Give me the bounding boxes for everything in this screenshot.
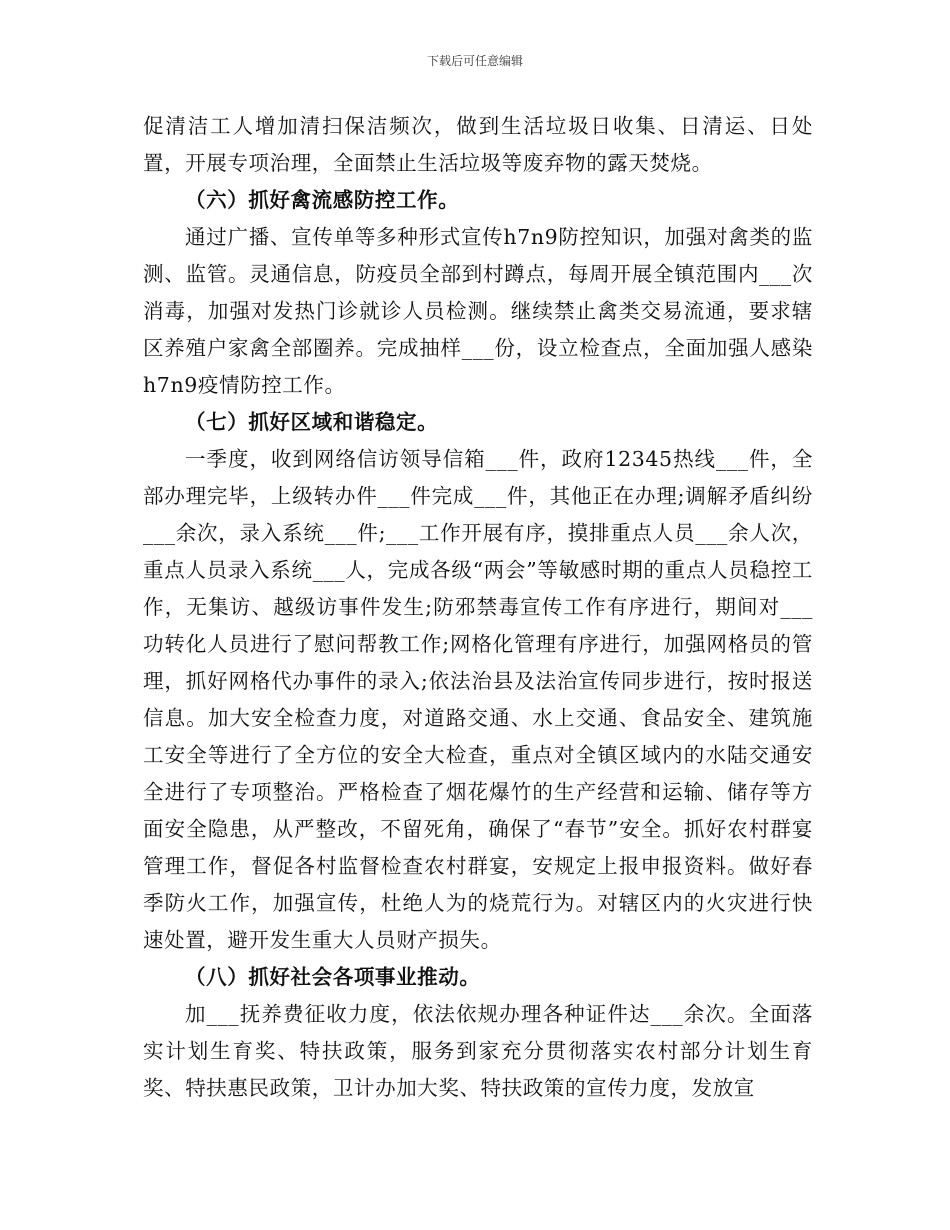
section-heading-8: （八）抓好社会各项事业推动。 — [185, 965, 481, 989]
paragraph-stability: 一季度，收到网络信访领导信箱___件，政府12345热线___件，全部办理完毕，上级转办件___件完成___件，其他正在办理;调解矛盾纠纷___余次，录入系统___件;___工作开展有序，摸排重点人员___余人次，重点人员录入系统___人，完成各级“两会”等敏感时期的重点人员稳控工作，无集访、越级访事件发生;防邪禁毒宣传工作有序进行，期间对___功转化人员进行了慰问帮教工作;网格化管理有序进行，加强网格员的管理，抓好网格代办事件的录入;依法治县及法治宣传同步进行，按时报送信息。加大安全检查力度，对道路交通、水上交通、食品安全、建筑施工安全等进行了全方位的安全大检查，重点对全镇区域内的水陆交通安全进行了专项整治。严格检查了烟花爆竹的生产经营和运输、储存等方面安全隐患，从严整改，不留死角，确保了“春节”安全。抓好农村群宴管理工作，督促各村监督检查农村群宴，安规定上报申报资料。做好春季防火工作，加强宣传，杜绝人为的烧荒行为。对辖区内的火灾进行快速处置，避开发生重大人员财产损失。 — [143, 447, 813, 952]
paragraph-bird-flu: 通过广播、宣传单等多种形式宣传h7n9防控知识，加强对禽类的监测、监管。灵通信息，防疫员全部到村蹲点，每周开展全镇范围内___次消毒，加强对发热门诊就诊人员检测。继续禁止禽类交易流通，要求辖区养殖户家禽全部圈养。完成抽样___份，设立检查点，全面加强人感染h7n9疫情防控工作。 — [143, 225, 813, 397]
document-body — [143, 108, 813, 1107]
page-header: 下载后可任意编辑 — [426, 54, 523, 68]
section-heading-6: （六）抓好禽流感防控工作。 — [185, 188, 460, 212]
paragraph-social-affairs: 加___抚养费征收力度，依法依规办理各种证件达___余次。全面落实计划生育奖、特扶政策，服务到家充分贯彻落实农村部分计划生育奖、特扶惠民政策，卫计办加大奖、特扶政策的宣传力度，发放宣 — [143, 1002, 813, 1100]
section-heading-7: （七）抓好区域和谐稳定。 — [185, 410, 439, 434]
paragraph-sanitation: 促清洁工人增加清扫保洁频次，做到生活垃圾日收集、日清运、日处置，开展专项治理，全面禁止生活垃圾等废弃物的露天焚烧。 — [143, 114, 813, 175]
